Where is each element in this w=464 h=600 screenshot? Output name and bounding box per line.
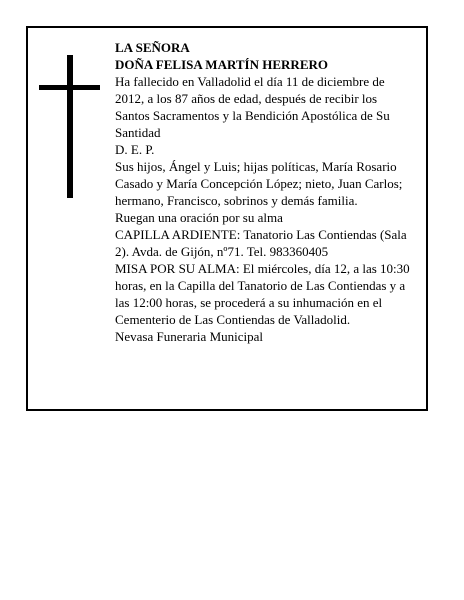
- obituary-text: [115, 39, 415, 345]
- deceased-name: DOÑA FELISA MARTÍN HERRERO: [115, 57, 328, 72]
- obituary-notice: [26, 26, 428, 411]
- prayer-request: Ruegan una oración por su alma: [115, 210, 283, 225]
- mass-info: MISA POR SU ALMA: El miércoles, día 12, a las 10:30 horas, en la Capilla del Tanatorio de Las Contiendas y a las 12:00 horas, se procederá a su inhumación en el Cementerio de Las Contiendas de Valladolid.: [115, 261, 410, 327]
- rip-line: D. E. P.: [115, 142, 155, 157]
- notice-title: LA SEÑORA: [115, 40, 190, 55]
- chapel-info: CAPILLA ARDIENTE: Tanatorio Las Contiendas (Sala 2). Avda. de Gijón, nº71. Tel. 983360405: [115, 227, 407, 259]
- family-list: Sus hijos, Ángel y Luis; hijas políticas, María Rosario Casado y María Concepción López; nieto, Juan Carlos; hermano, Francisco, sobrinos y demás familia.: [115, 159, 403, 208]
- cross-vertical-bar: [67, 55, 73, 198]
- cross-horizontal-bar: [39, 85, 100, 90]
- funeral-home: Nevasa Funeraria Municipal: [115, 329, 264, 344]
- death-announcement: Ha fallecido en Valladolid el día 11 de diciembre de 2012, a los 87 años de edad, después de recibir los Santos Sacramentos y la Bendición Apostólica de Su Santidad: [115, 74, 390, 140]
